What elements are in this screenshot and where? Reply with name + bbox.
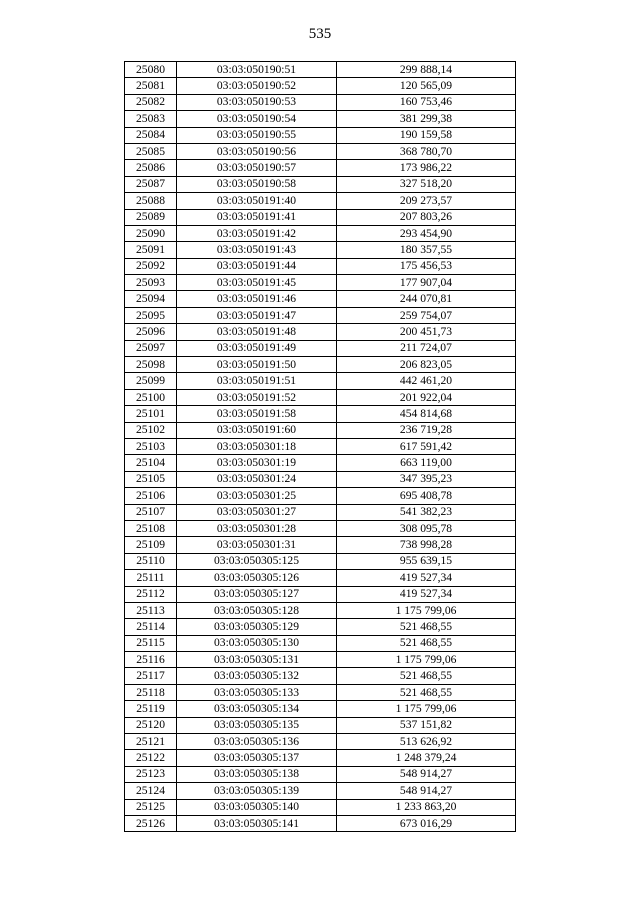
cadastral-number-cell: 03:03:050191:47 bbox=[177, 307, 337, 323]
row-number-cell: 25109 bbox=[125, 537, 177, 553]
cadastral-number-cell: 03:03:050305:137 bbox=[177, 750, 337, 766]
cadastral-number-cell: 03:03:050190:53 bbox=[177, 94, 337, 110]
table-row bbox=[125, 340, 516, 356]
value-cell: 419 527,34 bbox=[337, 586, 516, 602]
value-cell: 548 914,27 bbox=[337, 766, 516, 782]
row-number-cell: 25096 bbox=[125, 324, 177, 340]
table-row bbox=[125, 62, 516, 78]
row-number-cell: 25091 bbox=[125, 242, 177, 258]
table-row bbox=[125, 586, 516, 602]
table-row bbox=[125, 275, 516, 291]
cadastral-number-cell: 03:03:050190:55 bbox=[177, 127, 337, 143]
table-row bbox=[125, 668, 516, 684]
value-cell: 308 095,78 bbox=[337, 520, 516, 536]
cadastral-number-cell: 03:03:050305:141 bbox=[177, 815, 337, 831]
cadastral-number-cell: 03:03:050305:139 bbox=[177, 783, 337, 799]
row-number-cell: 25110 bbox=[125, 553, 177, 569]
value-cell: 695 408,78 bbox=[337, 488, 516, 504]
value-cell: 368 780,70 bbox=[337, 143, 516, 159]
table-row bbox=[125, 193, 516, 209]
cadastral-number-cell: 03:03:050305:136 bbox=[177, 734, 337, 750]
row-number-cell: 25088 bbox=[125, 193, 177, 209]
cadastral-number-cell: 03:03:050191:46 bbox=[177, 291, 337, 307]
table-row bbox=[125, 619, 516, 635]
table-row bbox=[125, 225, 516, 241]
row-number-cell: 25108 bbox=[125, 520, 177, 536]
row-number-cell: 25113 bbox=[125, 602, 177, 618]
value-cell: 327 518,20 bbox=[337, 176, 516, 192]
value-cell: 521 468,55 bbox=[337, 619, 516, 635]
cadastral-number-cell: 03:03:050191:52 bbox=[177, 389, 337, 405]
value-cell: 211 724,07 bbox=[337, 340, 516, 356]
value-cell: 454 814,68 bbox=[337, 406, 516, 422]
row-number-cell: 25102 bbox=[125, 422, 177, 438]
value-cell: 1 175 799,06 bbox=[337, 602, 516, 618]
cadastral-number-cell: 03:03:050191:42 bbox=[177, 225, 337, 241]
table-row bbox=[125, 422, 516, 438]
value-cell: 673 016,29 bbox=[337, 815, 516, 831]
row-number-cell: 25125 bbox=[125, 799, 177, 815]
page-number: 535 bbox=[308, 26, 332, 42]
table-row bbox=[125, 701, 516, 717]
table-row bbox=[125, 504, 516, 520]
value-cell: 190 159,58 bbox=[337, 127, 516, 143]
value-cell: 1 175 799,06 bbox=[337, 652, 516, 668]
row-number-cell: 25120 bbox=[125, 717, 177, 733]
cadastral-number-cell: 03:03:050190:52 bbox=[177, 78, 337, 94]
value-cell: 738 998,28 bbox=[337, 537, 516, 553]
value-cell: 537 151,82 bbox=[337, 717, 516, 733]
cadastral-number-cell: 03:03:050301:31 bbox=[177, 537, 337, 553]
row-number-cell: 25087 bbox=[125, 176, 177, 192]
cadastral-number-cell: 03:03:050305:138 bbox=[177, 766, 337, 782]
table-row bbox=[125, 94, 516, 110]
row-number-cell: 25106 bbox=[125, 488, 177, 504]
table-row bbox=[125, 291, 516, 307]
row-number-cell: 25101 bbox=[125, 406, 177, 422]
cadastral-number-cell: 03:03:050191:43 bbox=[177, 242, 337, 258]
row-number-cell: 25112 bbox=[125, 586, 177, 602]
cadastral-number-cell: 03:03:050190:51 bbox=[177, 62, 337, 78]
cadastral-number-cell: 03:03:050191:58 bbox=[177, 406, 337, 422]
value-cell: 442 461,20 bbox=[337, 373, 516, 389]
value-cell: 955 639,15 bbox=[337, 553, 516, 569]
table-row bbox=[125, 783, 516, 799]
value-cell: 299 888,14 bbox=[337, 62, 516, 78]
table-row bbox=[125, 750, 516, 766]
table-row bbox=[125, 373, 516, 389]
table-row bbox=[125, 570, 516, 586]
value-cell: 381 299,38 bbox=[337, 111, 516, 127]
table-row bbox=[125, 357, 516, 373]
table-row bbox=[125, 242, 516, 258]
cadastral-number-cell: 03:03:050305:125 bbox=[177, 553, 337, 569]
cadastral-number-cell: 03:03:050191:44 bbox=[177, 258, 337, 274]
table-row bbox=[125, 307, 516, 323]
row-number-cell: 25116 bbox=[125, 652, 177, 668]
cadastral-number-cell: 03:03:050191:45 bbox=[177, 275, 337, 291]
cadastral-number-cell: 03:03:050305:132 bbox=[177, 668, 337, 684]
row-number-cell: 25119 bbox=[125, 701, 177, 717]
cadastral-number-cell: 03:03:050305:129 bbox=[177, 619, 337, 635]
table-body bbox=[125, 62, 516, 832]
value-cell: 513 626,92 bbox=[337, 734, 516, 750]
table-row bbox=[125, 389, 516, 405]
row-number-cell: 25117 bbox=[125, 668, 177, 684]
row-number-cell: 25118 bbox=[125, 684, 177, 700]
value-cell: 1 233 863,20 bbox=[337, 799, 516, 815]
table-row bbox=[125, 734, 516, 750]
table-row bbox=[125, 815, 516, 831]
table-row bbox=[125, 488, 516, 504]
table-row bbox=[125, 160, 516, 176]
table-row bbox=[125, 111, 516, 127]
table-row bbox=[125, 602, 516, 618]
value-cell: 206 823,05 bbox=[337, 357, 516, 373]
value-cell: 521 468,55 bbox=[337, 668, 516, 684]
cadastral-number-cell: 03:03:050191:48 bbox=[177, 324, 337, 340]
cadastral-number-cell: 03:03:050305:140 bbox=[177, 799, 337, 815]
table-row bbox=[125, 520, 516, 536]
row-number-cell: 25107 bbox=[125, 504, 177, 520]
row-number-cell: 25081 bbox=[125, 78, 177, 94]
row-number-cell: 25105 bbox=[125, 471, 177, 487]
value-cell: 209 273,57 bbox=[337, 193, 516, 209]
value-cell: 200 451,73 bbox=[337, 324, 516, 340]
row-number-cell: 25085 bbox=[125, 143, 177, 159]
row-number-cell: 25080 bbox=[125, 62, 177, 78]
cadastral-number-cell: 03:03:050301:25 bbox=[177, 488, 337, 504]
cadastral-number-cell: 03:03:050305:128 bbox=[177, 602, 337, 618]
table-row bbox=[125, 717, 516, 733]
value-cell: 1 248 379,24 bbox=[337, 750, 516, 766]
value-cell: 175 456,53 bbox=[337, 258, 516, 274]
row-number-cell: 25098 bbox=[125, 357, 177, 373]
cadastral-number-cell: 03:03:050301:24 bbox=[177, 471, 337, 487]
row-number-cell: 25100 bbox=[125, 389, 177, 405]
cadastral-number-cell: 03:03:050305:135 bbox=[177, 717, 337, 733]
table-row bbox=[125, 258, 516, 274]
table-row bbox=[125, 438, 516, 454]
cadastral-number-cell: 03:03:050301:27 bbox=[177, 504, 337, 520]
row-number-cell: 25115 bbox=[125, 635, 177, 651]
row-number-cell: 25094 bbox=[125, 291, 177, 307]
cadastral-number-cell: 03:03:050301:18 bbox=[177, 438, 337, 454]
cadastral-number-cell: 03:03:050191:41 bbox=[177, 209, 337, 225]
value-cell: 419 527,34 bbox=[337, 570, 516, 586]
row-number-cell: 25093 bbox=[125, 275, 177, 291]
value-cell: 207 803,26 bbox=[337, 209, 516, 225]
row-number-cell: 25103 bbox=[125, 438, 177, 454]
cadastral-number-cell: 03:03:050305:131 bbox=[177, 652, 337, 668]
row-number-cell: 25122 bbox=[125, 750, 177, 766]
table-row bbox=[125, 455, 516, 471]
cadastral-number-cell: 03:03:050305:126 bbox=[177, 570, 337, 586]
row-number-cell: 25111 bbox=[125, 570, 177, 586]
table-row bbox=[125, 209, 516, 225]
table-row bbox=[125, 406, 516, 422]
row-number-cell: 25090 bbox=[125, 225, 177, 241]
cadastral-number-cell: 03:03:050190:54 bbox=[177, 111, 337, 127]
table-row bbox=[125, 684, 516, 700]
table-row bbox=[125, 766, 516, 782]
cadastral-number-cell: 03:03:050305:127 bbox=[177, 586, 337, 602]
table-row bbox=[125, 127, 516, 143]
row-number-cell: 25082 bbox=[125, 94, 177, 110]
value-cell: 541 382,23 bbox=[337, 504, 516, 520]
cadastral-number-cell: 03:03:050191:60 bbox=[177, 422, 337, 438]
row-number-cell: 25114 bbox=[125, 619, 177, 635]
cadastral-number-cell: 03:03:050305:130 bbox=[177, 635, 337, 651]
cadastral-number-cell: 03:03:050301:19 bbox=[177, 455, 337, 471]
value-cell: 120 565,09 bbox=[337, 78, 516, 94]
table-row bbox=[125, 176, 516, 192]
row-number-cell: 25097 bbox=[125, 340, 177, 356]
table-row bbox=[125, 799, 516, 815]
cadastral-number-cell: 03:03:050305:134 bbox=[177, 701, 337, 717]
row-number-cell: 25104 bbox=[125, 455, 177, 471]
value-cell: 236 719,28 bbox=[337, 422, 516, 438]
value-cell: 548 914,27 bbox=[337, 783, 516, 799]
table-row bbox=[125, 537, 516, 553]
cadastral-number-cell: 03:03:050191:40 bbox=[177, 193, 337, 209]
row-number-cell: 25083 bbox=[125, 111, 177, 127]
value-cell: 1 175 799,06 bbox=[337, 701, 516, 717]
table-row bbox=[125, 553, 516, 569]
value-cell: 293 454,90 bbox=[337, 225, 516, 241]
table-row bbox=[125, 471, 516, 487]
value-cell: 177 907,04 bbox=[337, 275, 516, 291]
table-row bbox=[125, 78, 516, 94]
cadastral-number-cell: 03:03:050190:57 bbox=[177, 160, 337, 176]
value-cell: 201 922,04 bbox=[337, 389, 516, 405]
table-row bbox=[125, 652, 516, 668]
value-cell: 173 986,22 bbox=[337, 160, 516, 176]
cadastral-number-cell: 03:03:050301:28 bbox=[177, 520, 337, 536]
value-cell: 521 468,55 bbox=[337, 635, 516, 651]
value-cell: 663 119,00 bbox=[337, 455, 516, 471]
cadastral-number-cell: 03:03:050191:49 bbox=[177, 340, 337, 356]
row-number-cell: 25092 bbox=[125, 258, 177, 274]
value-cell: 180 357,55 bbox=[337, 242, 516, 258]
value-cell: 259 754,07 bbox=[337, 307, 516, 323]
value-cell: 160 753,46 bbox=[337, 94, 516, 110]
row-number-cell: 25084 bbox=[125, 127, 177, 143]
row-number-cell: 25121 bbox=[125, 734, 177, 750]
value-cell: 347 395,23 bbox=[337, 471, 516, 487]
value-cell: 521 468,55 bbox=[337, 684, 516, 700]
cadastral-number-cell: 03:03:050305:133 bbox=[177, 684, 337, 700]
row-number-cell: 25126 bbox=[125, 815, 177, 831]
cadastral-value-table bbox=[124, 61, 516, 832]
table-row bbox=[125, 635, 516, 651]
row-number-cell: 25095 bbox=[125, 307, 177, 323]
cadastral-number-cell: 03:03:050191:50 bbox=[177, 357, 337, 373]
table-row bbox=[125, 143, 516, 159]
value-cell: 617 591,42 bbox=[337, 438, 516, 454]
row-number-cell: 25124 bbox=[125, 783, 177, 799]
cadastral-number-cell: 03:03:050190:58 bbox=[177, 176, 337, 192]
cadastral-number-cell: 03:03:050191:51 bbox=[177, 373, 337, 389]
table-row bbox=[125, 324, 516, 340]
cadastral-number-cell: 03:03:050190:56 bbox=[177, 143, 337, 159]
row-number-cell: 25123 bbox=[125, 766, 177, 782]
row-number-cell: 25099 bbox=[125, 373, 177, 389]
row-number-cell: 25086 bbox=[125, 160, 177, 176]
row-number-cell: 25089 bbox=[125, 209, 177, 225]
value-cell: 244 070,81 bbox=[337, 291, 516, 307]
